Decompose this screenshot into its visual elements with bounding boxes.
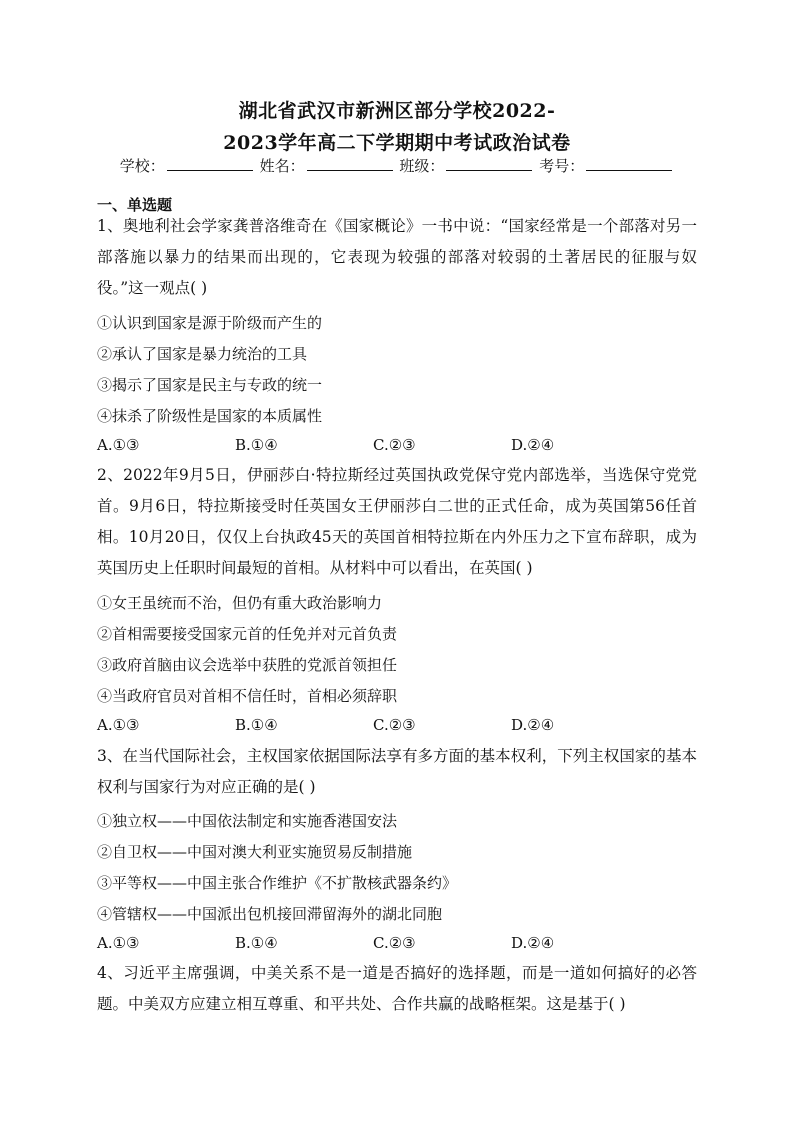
question-2-stem: 2、2022年9月5日，伊丽莎白·特拉斯经过英国执政党保守党内部选举，当选保守党党首。9月6日，特拉斯接受时任英国女王伊丽莎白二世的正式任命，成为英国第56任首相。10月20日，仅仅上台执政45天的英国首相特拉斯在内外压力之下宣布辞职，成为英国历史上任职时间最短的首相。从材料中可以看出，在英国( ) xyxy=(97,466,697,577)
school-blank[interactable] xyxy=(167,156,253,171)
question-2-option-1: ①女王虽统而不治，但仍有重大政治影响力 xyxy=(97,594,383,612)
section-title: 一、单选题 xyxy=(97,196,173,214)
question-3-choice-b[interactable]: B.①④ xyxy=(235,934,278,952)
question-3-option-4: ④管辖权——中国派出包机接回滞留海外的湖北同胞 xyxy=(97,905,443,923)
question-1-option-2: ②承认了国家是暴力统治的工具 xyxy=(97,345,308,363)
name-label: 姓名： xyxy=(259,157,305,175)
exam-number-blank[interactable] xyxy=(586,156,672,171)
question-4-stem: 4、习近平主席强调，中美关系不是一道是否搞好的选择题，而是一道如何搞好的必答题。中美双方应建立相互尊重、和平共处、合作共赢的战略框架。这是基于( ) xyxy=(97,964,697,1013)
question-1-option-1: ①认识到国家是源于阶级而产生的 xyxy=(97,314,323,332)
exam-title-line2: 2023学年高二下学期期中考试政治试卷 xyxy=(223,132,571,154)
question-2-choices xyxy=(97,716,697,736)
question-3-option-3: ③平等权——中国主张合作维护《不扩散核武器条约》 xyxy=(97,874,458,892)
question-3-choice-a[interactable]: A.①③ xyxy=(97,934,140,952)
question-1-choice-b[interactable]: B.①④ xyxy=(235,436,278,454)
class-blank[interactable] xyxy=(446,156,532,171)
question-2-choice-d[interactable]: D.②④ xyxy=(511,716,555,734)
question-1-stem: 1、奥地利社会学家龚普洛维奇在《国家概论》一书中说：“国家经常是一个部落对另一部落施以暴力的结果而出现的，它表现为较强的部落对较弱的土著居民的征服与奴役。”这一观点( ) xyxy=(97,217,697,297)
question-3-option-2: ②自卫权——中国对澳大利亚实施贸易反制措施 xyxy=(97,843,413,861)
class-label: 班级： xyxy=(399,157,445,175)
student-info-row xyxy=(0,155,794,176)
question-1-choice-d[interactable]: D.②④ xyxy=(511,436,555,454)
question-2-choice-c[interactable]: C.②③ xyxy=(373,716,416,734)
school-label: 学校： xyxy=(119,157,165,175)
question-3-stem: 3、在当代国际社会，主权国家依据国际法享有多方面的基本权利，下列主权国家的基本权利与国家行为对应正确的是( ) xyxy=(97,747,697,796)
question-1-choice-a[interactable]: A.①③ xyxy=(97,436,140,454)
question-1-option-4: ④抹杀了阶级性是国家的本质属性 xyxy=(97,407,323,425)
question-3-choice-d[interactable]: D.②④ xyxy=(511,934,555,952)
question-1-choices xyxy=(97,436,697,456)
question-2-choice-b[interactable]: B.①④ xyxy=(235,716,278,734)
name-blank[interactable] xyxy=(307,156,393,171)
question-1-choice-c[interactable]: C.②③ xyxy=(373,436,416,454)
exam-title-line1: 湖北省武汉市新洲区部分学校2022- xyxy=(238,100,556,122)
question-1-option-3: ③揭示了国家是民主与专政的统一 xyxy=(97,376,323,394)
question-2-option-2: ②首相需要接受国家元首的任免并对元首负责 xyxy=(97,625,398,643)
question-2-choice-a[interactable]: A.①③ xyxy=(97,716,140,734)
question-3-choice-c[interactable]: C.②③ xyxy=(373,934,416,952)
exam-number-label: 考号： xyxy=(539,157,585,175)
question-2-option-3: ③政府首脑由议会选举中获胜的党派首领担任 xyxy=(97,656,398,674)
question-2-option-4: ④当政府官员对首相不信任时，首相必须辞职 xyxy=(97,687,398,705)
question-3-option-1: ①独立权——中国依法制定和实施香港国安法 xyxy=(97,812,398,830)
question-3-choices xyxy=(97,934,697,954)
